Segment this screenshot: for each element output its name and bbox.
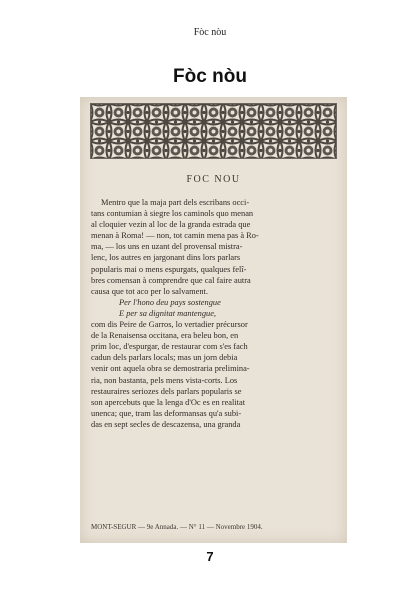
text-line: ria, non bastanta, pels mens vista-corts. Los <box>91 375 238 385</box>
quote-line: E per sa dignitat mantengue, <box>119 308 216 318</box>
text-line: de la Renaisensa occitana, era beleu bon, en <box>91 331 239 341</box>
text-line: venir ont aquela obra se demostraria prelimina- <box>91 364 250 374</box>
periodical-footer: MONT-SEGUR — 9e Annada. — N° 11 — Novembre 1904. <box>91 523 263 531</box>
text-line: Mentro que la maja part dels escribans occi- <box>101 198 250 207</box>
text-line: das en sept secles de descazensa, una granda <box>91 419 241 429</box>
text-line: cadun dels parlars locals; mas un jorn debia <box>91 353 238 363</box>
text-line: causa que tot aco per lo salvament. <box>91 286 208 296</box>
ornamental-border-icon <box>90 103 337 159</box>
text-line: ma, — los uns en uzant del provensal mistra- <box>91 242 243 252</box>
page-number: 7 <box>206 549 214 564</box>
text-line: popularis mai o mens espurgats, qualques felî- <box>91 264 247 274</box>
text-line: menan à Roma! — non, tot camin mena pas à Ro- <box>91 231 259 241</box>
text-line: tans contumian à siegre los caminols quo menan <box>91 209 254 219</box>
article-body <box>91 197 336 430</box>
text-line: al cloquier vezin al loc de la granda estrada que <box>91 220 251 230</box>
scanned-page-image <box>80 97 347 543</box>
running-header: Fòc nòu <box>193 27 227 38</box>
text-line: bres comensan à comprendre que cal faire autra <box>91 275 251 285</box>
text-line: com dis Peire de Garros, lo vertadier précursor <box>91 320 248 330</box>
text-line: son apercebuts que la lenga d'Oc es en realitat <box>91 397 246 407</box>
text-line: lenc, los autres en jargonant dins lors parlars <box>91 253 241 263</box>
text-line: restauraires seriozes dels parlars popularis se <box>91 386 242 396</box>
quote-line: Per l'hono deu pays sostengue <box>119 297 221 307</box>
text-line: prim loc, d'espurgar, de restaurar com s'es fach <box>91 342 248 352</box>
text-line: unenca; que, tram las deformansas qu'a subi- <box>91 408 242 418</box>
page-title: Fòc nòu <box>173 66 247 87</box>
article-heading: FOC NOU <box>186 174 241 185</box>
